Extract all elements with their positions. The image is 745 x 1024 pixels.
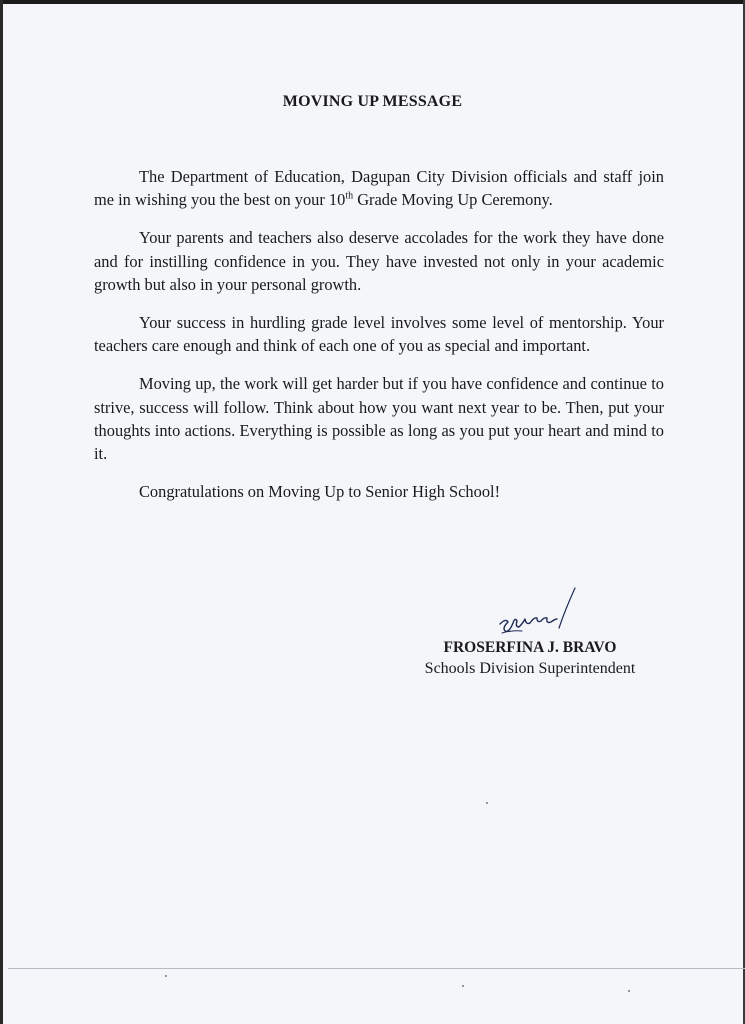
scan-speck xyxy=(486,802,488,804)
scan-speck xyxy=(165,975,167,977)
scan-fold-line xyxy=(8,968,745,969)
paragraph-3: Your success in hurdling grade level involves some level of mentorship. Your teachers care enough and think of each one of you as special and important. xyxy=(94,313,664,356)
scan-speck xyxy=(462,985,464,987)
scan-border-top xyxy=(0,0,745,4)
handwritten-signature xyxy=(497,586,587,642)
paragraph-2: Your parents and teachers also deserve accolades for the work they have done and for instilling confidence in you. They have invested not only in your academic growth but also in your personal growth. xyxy=(94,228,664,294)
signatory-position: Schools Division Superintendent xyxy=(424,660,636,677)
document-title: MOVING UP MESSAGE xyxy=(282,93,463,110)
scan-speck xyxy=(628,990,630,992)
paragraph-5: Congratulations on Moving Up to Senior High School! xyxy=(139,482,501,502)
message-body xyxy=(94,165,664,518)
paragraph-1: The Department of Education, Dagupan City Division officials and staff join me in wishing you the best on your 10th Grade Moving Up Ceremony. xyxy=(94,167,664,210)
paragraph-4: Moving up, the work will get harder but if you have confidence and continue to strive, success will follow. Think about how you want next year to be. Then, put your thoughts into actions. Everything is possible as long as you put your heart and mind to it. xyxy=(94,374,664,464)
signatory-name: FROSERFINA J. BRAVO xyxy=(443,639,617,656)
scan-border-left xyxy=(0,0,3,1024)
